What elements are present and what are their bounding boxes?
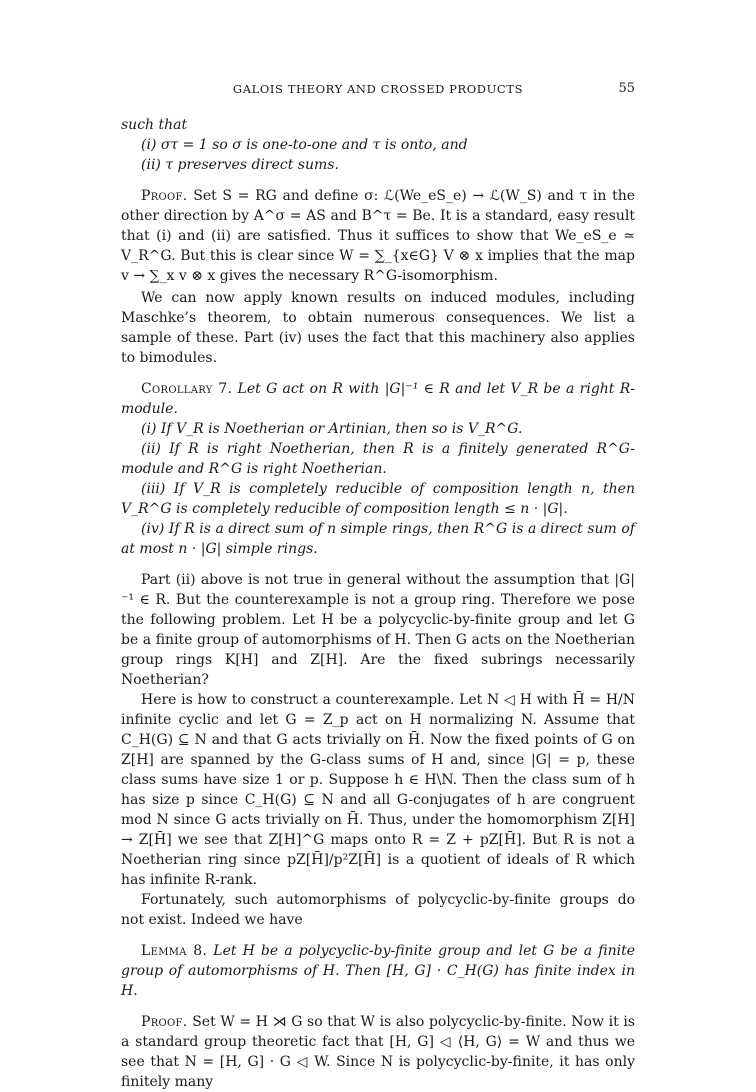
proof-text: Set S = RG and define σ: ℒ(We_eS_e) → ℒ(W_S) and τ in the other direction by A^σ = AS and B^τ = Be. It is a standard, easy result that (i) and (ii) are satisfied. Thus it suffices to show that We_eS_e ≃ V_R^G. But this is clear since W = ∑_{x∈G} V ⊗ x implies that the map v → ∑_x v ⊗ x gives the necessary R^G-isomorphism.	[121, 188, 636, 284]
corollary-statement: Let G act on R with |G|⁻¹ ∈ R and let V_R be a right R-module.	[121, 381, 635, 417]
statement-item-i: (i) στ = 1 so σ is one-to-one and τ is onto, and	[141, 137, 468, 153]
corollary-7	[121, 379, 635, 419]
proof-paragraph-1	[121, 186, 635, 286]
lemma-label: Lemma 8.	[141, 943, 208, 959]
lemma-statement: Let H be a polycyclic-by-finite group and let G be a finite group of automorphisms of H. Then [H, G] · C_H(G) has finite index in H.	[121, 943, 635, 999]
corollary-item-iv: (iv) If R is a direct sum of n simple rings, then R^G is a direct sum of at most n · |G| simple rings.	[121, 521, 635, 557]
running-header	[121, 79, 635, 97]
corollary-item-ii: (ii) If R is right Noetherian, then R is a finitely generated R^G-module and R^G is right Noetherian.	[121, 441, 635, 477]
proof-paragraph-2	[121, 1012, 635, 1092]
corollary-item-i: (i) If V_R is Noetherian or Artinian, then so is V_R^G.	[141, 421, 523, 437]
paragraph-fortunately: Fortunately, such automorphisms of polycyclic-by-finite groups do not exist. Indeed we have	[121, 892, 635, 928]
proof-label: Proof.	[141, 188, 188, 204]
lemma-8	[121, 941, 635, 1001]
such-that-line: such that	[121, 117, 188, 133]
corollary-label: Corollary 7.	[141, 381, 233, 397]
page-number: 55	[618, 81, 635, 96]
paragraph-induced-modules: We can now apply known results on induced modules, including Maschke’s theorem, to obtain numerous consequences. We list a sample of these. Part (iv) uses the fact that this machinery also applies to bimodules.	[121, 290, 635, 366]
page-body	[121, 115, 635, 1092]
paragraph-problem: Part (ii) above is not true in general without the assumption that |G|⁻¹ ∈ R. But the counterexample is not a group ring. Therefore we pose the following problem. Let H be a polycyclic-by-finite group and let G be a finite group of automorphisms of H. Then G acts on the Noetherian group rings K[H] and Z[H]. Are the fixed subrings necessarily Noetherian?	[121, 572, 635, 688]
running-title: GALOIS THEORY AND CROSSED PRODUCTS	[232, 82, 524, 96]
proof-text: Set W = H ⋊ G so that W is also polycyclic-by-finite. Now it is a standard group theoretic fact that [H, G] ◁ ⟨H, G⟩ = W and thus we see that N = [H, G] · G ◁ W. Since N is polycyclic-by-finite, it has only finitely many	[121, 1014, 635, 1090]
proof-label: Proof.	[141, 1014, 188, 1030]
corollary-item-iii: (iii) If V_R is completely reducible of composition length n, then V_R^G is completely reducible of composition length ≤ n · |G|.	[121, 481, 635, 517]
paragraph-counterexample: Here is how to construct a counterexample. Let N ◁ H with H̄ = H/N infinite cyclic and let G = Z_p act on H normalizing N. Assume that C_H(G) ⊆ N and that G acts trivially on H̄. Now the fixed points of G on Z[H] are spanned by the G-class sums of H and, since |G| = p, these class sums have size 1 or p. Suppose h ∈ H\N. Then the class sum of h has size p since C_H(G) ⊆ N and all G-conjugates of h are congruent mod N since G acts trivially on H̄. Thus, under the homomorphism Z[H] → Z[H̄] we see that Z[H]^G maps onto R = Z + pZ[H̄]. But R is not a Noetherian ring since pZ[H̄]/p²Z[H̄] is a quotient of ideals of R which has infinite R-rank.	[121, 692, 635, 888]
statement-item-ii: (ii) τ preserves direct sums.	[141, 157, 339, 173]
